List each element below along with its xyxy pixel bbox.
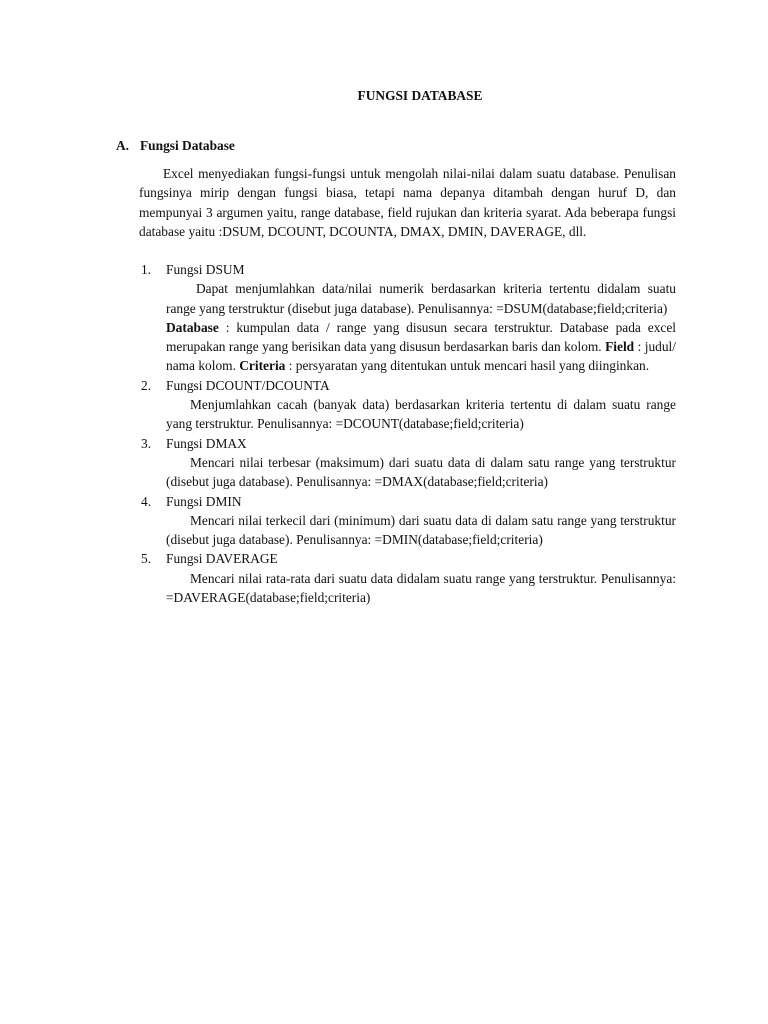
item-number: 5. xyxy=(141,551,152,567)
item-title: Fungsi DCOUNT/DCOUNTA xyxy=(166,377,330,393)
definition-note xyxy=(166,318,676,376)
term-database: Database xyxy=(166,319,219,335)
list-item-dsum xyxy=(139,260,676,376)
item-body xyxy=(166,279,676,318)
item-body xyxy=(166,395,676,434)
term-criteria: Criteria xyxy=(239,358,286,374)
list-item-daverage xyxy=(139,549,676,607)
item-body-text: Mencari nilai rata-rata dari suatu data didalam suatu range yang terstruktur. Penulisannya: =DAVERAGE(database;field;criteria) xyxy=(166,570,676,606)
term-field: Field xyxy=(605,339,635,355)
item-body-text: Mencari nilai terkecil dari (minimum) dari suatu data di dalam satu range yang terstruktur (disebut juga database). Penulisannya: =DMIN(database;field;criteria) xyxy=(166,512,676,548)
item-title: Fungsi DMIN xyxy=(166,493,242,509)
item-title: Fungsi DSUM xyxy=(166,262,245,277)
section-heading xyxy=(116,136,235,155)
section-heading-text: Fungsi Database xyxy=(140,138,235,153)
definition-database: : kumpulan data / range yang disusun secara terstruktur. Database pada excel merupakan range yang berisikan data yang disusun berdasarkan baris dan kolom. xyxy=(166,319,676,355)
definition-criteria: : persyaratan yang ditentukan untuk mencari hasil yang diinginkan. xyxy=(285,358,650,374)
item-body xyxy=(166,453,676,492)
item-number: 4. xyxy=(141,493,152,509)
list-item-dmax xyxy=(139,434,676,492)
section-letter: A. xyxy=(116,138,130,153)
item-body xyxy=(166,511,676,550)
item-number: 3. xyxy=(141,435,152,451)
definition-field: : judul/ nama kolom. xyxy=(166,339,676,374)
list-item-dcount xyxy=(139,376,676,434)
item-body xyxy=(166,569,676,608)
item-body-text: Menjumlahkan cacah (banyak data) berdasarkan kriteria tertentu di dalam suatu range yang terstruktur. Penulisannya: =DCOUNT(database;field;criteria) xyxy=(166,397,676,432)
item-body-text: Dapat menjumlahkan data/nilai numerik berdasarkan kriteria tertentu didalam suatu range yang terstruktur (disebut juga database). Penulisannya: =DSUM(database;field;criteria) xyxy=(166,281,676,316)
item-title: Fungsi DAVERAGE xyxy=(166,551,278,567)
item-body-text: Mencari nilai terbesar (maksimum) dari suatu data di dalam satu range yang terstruktur (disebut juga database). Penulisannya: =DMAX(database;field;criteria) xyxy=(166,454,676,490)
section-intro-text: Excel menyediakan fungsi-fungsi untuk mengolah nilai-nilai dalam suatu database. Penulisan fungsinya mirip dengan fungsi biasa, tetapi nama depanya ditambah dengan huruf D, dan mempunyai 3 argumen yaitu, range database, field rujukan dan kriteria syarat. Ada beberapa fungsi database yaitu :DSUM, DCOUNT, DCOUNTA, DMAX, DMIN, DAVERAGE, dll. xyxy=(139,166,676,239)
list-item-dmin xyxy=(139,492,676,550)
page-title: FUNGSI DATABASE xyxy=(357,88,483,103)
item-number: 1. xyxy=(141,262,152,277)
function-list xyxy=(139,260,676,607)
section-intro xyxy=(139,164,676,241)
item-number: 2. xyxy=(141,377,152,393)
item-title: Fungsi DMAX xyxy=(166,435,247,451)
